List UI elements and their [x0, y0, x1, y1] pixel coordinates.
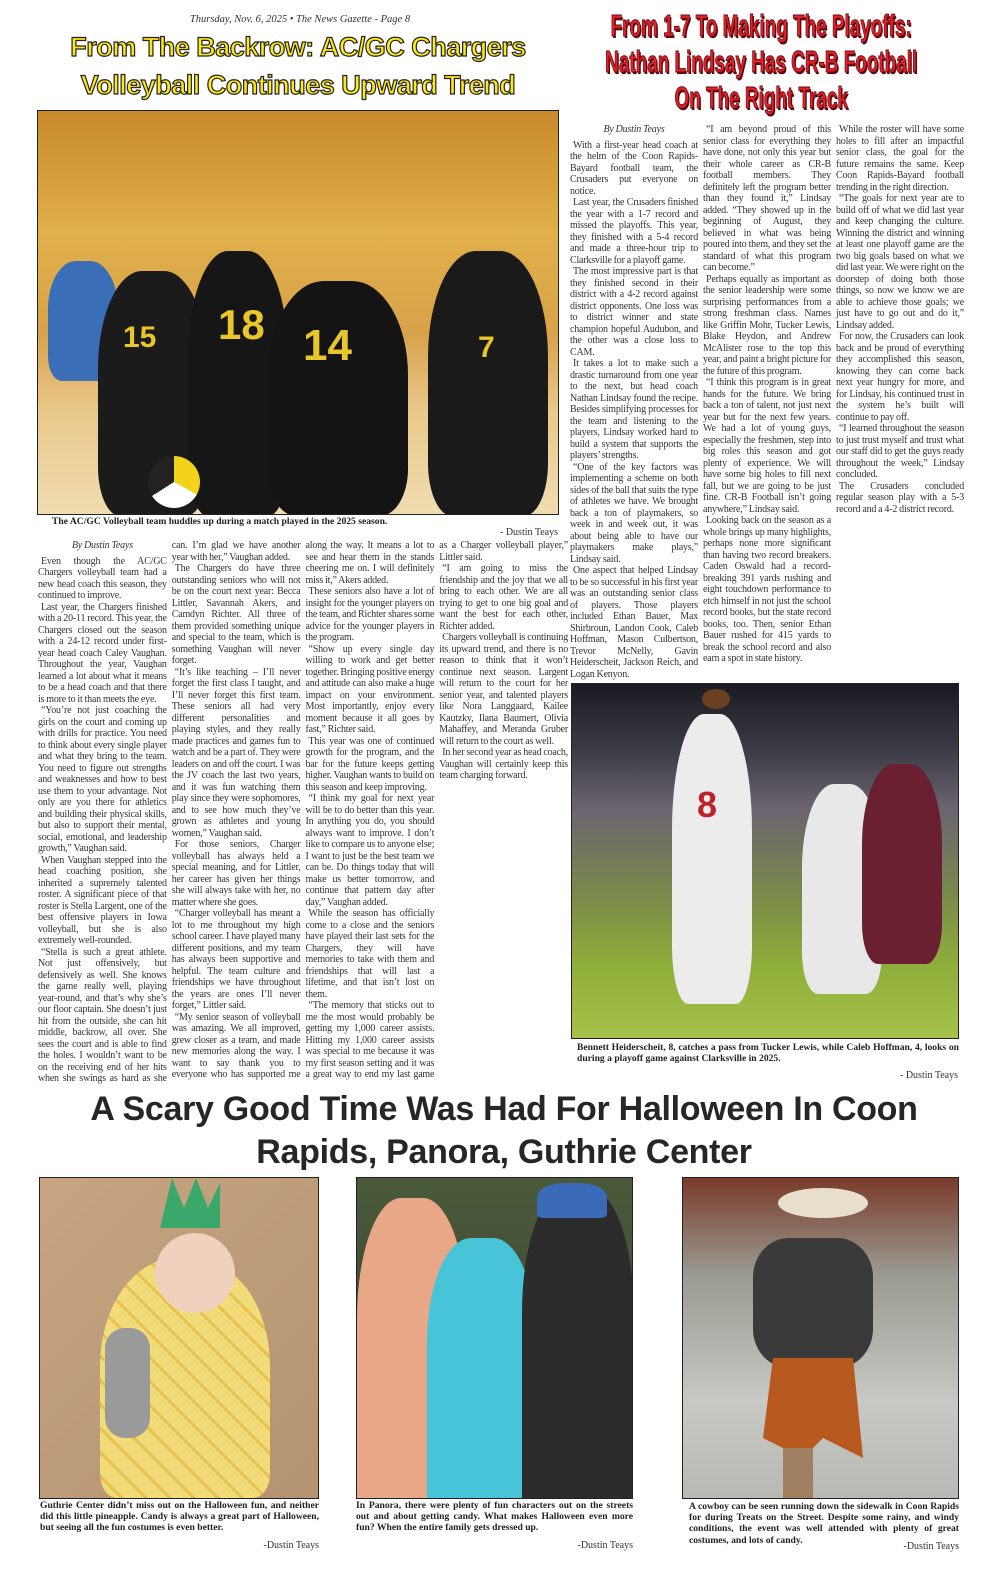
article-paragraph: “You’re not just coaching the girls on the court and coming up with drills for practice. You need to think about every single player and what they bring to the team. You need to figure out strengths and weaknesses and how to best use them to your advantage. Not only are you there for athletics and building their physical skills, but also to support their mental, social, emotional, and leadership growth,” Vaughan said.: [38, 705, 167, 854]
article-paragraph: “One of the key factors was implementing a scheme on both sides of the ball that suits the type of athletes we have. We brought back a ton of playmakers, so week in and week out, it was about being able to have our playmakers make plays,” Lindsay said.: [570, 461, 698, 565]
headline-line: On The Right Track: [674, 80, 848, 115]
article-paragraph: “I am going to miss the friendship and the joy that we all bring to each other. We are all trying to get to one big goal and want the best for each other, Richter added.: [439, 563, 568, 632]
jersey-number: 18: [218, 301, 265, 348]
football-headline: [566, 8, 966, 120]
article-paragraph: Looking back on the season as a whole brings up many highlights, perhaps none more significant than having two record breakers. Caden Oswald had a record-breaking 391 yards rushing and eight touchdown performance to etch himself in not just the school record books, but the state record books, too. Then, senior Ethan Bauer rushed for 415 yards to break the school record and also earn a spot in state history.: [703, 515, 831, 664]
article-paragraph: For those seniors, Charger volleyball has always held a special meaning, and for Littler, her career has given her things she will always take with her, no matter where she goes.: [171, 839, 301, 908]
football-photo: [571, 683, 959, 1039]
player-figure: [268, 281, 408, 515]
article-paragraph: These seniors also have a lot of insight for the younger players on the team, and Richter shares some advice for the younger players in the program.: [305, 586, 435, 643]
football-photo-caption: Bennett Heiderscheit, 8, catches a pass from Tucker Lewis, while Caleb Hoffman, 4, looks on during a playoff game against Clarksville in 2025.: [577, 1042, 959, 1065]
person-figure: [522, 1188, 633, 1499]
headline-line: Nathan Lindsay Has CR-B Football: [605, 44, 918, 79]
article-paragraph: “The goals for next year are to build off of what we did last year and keep changing the culture. Winning the district and winning at least one playoff game are the two big goals based on what we did last year. We were right on the doorstep of doing both those things, so now we know we are able to achieve those goals; we just have to go out and do it,” Lindsay added.: [836, 193, 964, 331]
article-paragraph: For now, the Crusaders can look back and be proud of everything they accomplished this season, knowing they can come back next year hungry for more, and for Lindsay, his continued trust in the system he’s built will continue to pay off.: [836, 331, 964, 423]
article-paragraph: While the roster will have some holes to fill after an impactful senior class, the goal for the future remains the same. Keep Coon Rapids-Bayard football trending in the right direction.: [836, 124, 964, 193]
pineapple-leaves: [160, 1178, 220, 1228]
article-paragraph: “Stella is such a great athlete. Not just offensively, but defensively as well. She knows the game really well, playing year-round, and that’s why she’s our floor captain. She doesn’t just hit from the outside, she can hit middle, backrow, all over. She sees the court and is able to find the holes. I wouldn’t want to be on the receiving end of her hits when she swings as hard as she can. I’m glad we have another year with her,” Vaughan added.: [38, 540, 301, 1084]
volleyball-icon: [148, 456, 200, 508]
byline: By Dustin Teays: [71, 540, 133, 551]
headline-line: Volleyball Continues Upward Trend: [80, 70, 516, 100]
football-article: [570, 124, 964, 680]
photo-caption: Guthrie Center didn’t miss out on the Halloween fun, and neither did this little pineapple. Candy is always a great part of Halloween, but seeing all the fun costumes is even better.: [40, 1500, 319, 1534]
costume-sleeve: [105, 1328, 150, 1438]
article-paragraph: The most impressive part is that they finished second in their district with a 4-2 record against district opponents. One loss was to district winner and state champion hopeful Audubon, and the other was a close loss to CAM.: [570, 266, 698, 358]
pineapple-costume-photo: [39, 1177, 319, 1499]
article-paragraph: “It’s like teaching – I’ll never forget the first class I taught, and I’ll never forget this first team. These seniors all had very different personalities and playing styles, and they really made practices and games fun to watch and be a part of. They were leaders on and off the court. I was the JV coach the last two years, and it was fun watching them play since they were sophomores, and to see how much they’ve grown as athletes and young women,” Vaughan said.: [171, 666, 301, 839]
chaps: [763, 1358, 863, 1458]
article-paragraph: This year was one of continued growth for the program, and the bar for the future keeps getting higher. Vaughan wants to build on this season and keep improving.: [305, 735, 435, 793]
article-paragraph: Last year, the Chargers finished with a 20-11 record. This year, the Chargers closed out the season with a 24-12 record under first-year head coach Caley Vaughan. Throughout the year, Vaughan learned a lot about what it means to be a head coach and that there is more to it than meets the eye.: [38, 601, 167, 705]
jersey-number: 15: [123, 321, 157, 354]
article-paragraph: “I think my goal for next year will be to do better than this year. In anything you do, you should always want to improve. I don’t like to compare us to anyone else; I want to just be the best team we can be. Do things today that will make us better tomorrow, and continue that pattern day after day,” Vaughan added.: [305, 793, 435, 908]
article-paragraph: Chargers volleyball is continuing its upward trend, and there is no reason to think that it won’t continue next season. Largent will return to the court for her senior year, and talented players like Nora Langgaard, Kailee Kautzky, Ilana Baumert, Olivia Mahaffey, and Meranda Gruber will return to the court as well.: [439, 632, 568, 747]
family-costumes-photo: [356, 1177, 633, 1499]
article-paragraph: Perhaps equally as important as the senior leadership were some surprising performances from a strong freshman class. Names like Griffin Mohr, Tucker Lewis, Blake Heydon, and Andrew McAlister rose to the top this year, and paint a bright picture for the future of this program.: [703, 273, 831, 377]
article-paragraph: With a first-year head coach at the helm of the Coon Rapids-Bayard football team, the Crusaders put everyone on notice.: [570, 139, 698, 197]
byline: By Dustin Teays: [603, 124, 665, 135]
cowboy-costume-photo: [682, 1177, 959, 1499]
headline-line: A Scary Good Time Was Had For Halloween In Coon: [90, 1090, 918, 1128]
baby-face: [155, 1233, 235, 1313]
article-paragraph: “I am beyond proud of this senior class for everything they have done, not only this year but their whole career as CR-B football members. They definitely left the program better than they found it,” Lindsay added. “They showed up in the beginning of August, they believed in what was being poured into them, and they set the standard of what this program can become.”: [703, 124, 831, 273]
jersey-number: 14: [303, 321, 352, 370]
photo-credit: -Dustin Teays: [577, 1540, 633, 1551]
photo-credit: -Dustin Teays: [263, 1540, 319, 1551]
headline-line: From The Backrow: AC/GC Chargers: [70, 32, 526, 62]
football-icon: [702, 689, 730, 709]
article-body: [38, 540, 568, 1086]
article-paragraph: “My senior season of volleyball was amazing. We all improved, grew closer as a team, and made new memories along the way. I want to say thank you to everyone who has supported me along the way. It means a lot to see and hear them in the stands cheering me on. I will definitely miss it,” Akers added.: [171, 540, 435, 1080]
headline-line: Rapids, Panora, Guthrie Center: [256, 1133, 752, 1171]
person-figure: [427, 1238, 537, 1499]
article-body: [570, 124, 964, 680]
article-paragraph: The Crusaders concluded regular season play with a 5-3 record and a 4-2 district record.: [836, 480, 964, 515]
article-paragraph: “Show up every single day willing to work and get better together. Bringing positive energy and attitude can also make a huge impact on your environment. Most importantly, enjoy every moment because it all goes by fast,” Richter said.: [305, 643, 435, 735]
photo-credit: -Dustin Teays: [903, 1541, 959, 1552]
football-photo-credit: - Dustin Teays: [900, 1070, 958, 1081]
article-paragraph: In her second year as head coach, Vaughan will certainly keep this team charging forward.: [439, 747, 568, 781]
volleyball-team-photo: [37, 110, 559, 515]
article-paragraph: “Charger volleyball has meant a lot to me throughout my high school career. I have played many different positions, and my team has always been supportive and helpful. The team culture and friendships we have throughout the years are ones I’ll never forget,” Littler said.: [171, 908, 301, 1011]
photo-caption: A cowboy can be seen running down the sidewalk in Coon Rapids for during Treats on the Street. Despite some rainy, and windy conditions, the event was well attended with plenty of great costumes, and lots of candy.: [689, 1501, 959, 1546]
article-paragraph: Even though the AC/GC Chargers volleyball team had a new head coach this season, they continued to improve.: [38, 555, 167, 601]
boot: [783, 1448, 813, 1498]
volleyball-photo-caption: The AC/GC Volleyball team huddles up during a match played in the 2025 season.: [52, 516, 388, 527]
player-figure: [862, 764, 942, 964]
article-paragraph: The Chargers do have three outstanding seniors who will not be on the court next year: Becca Littler, Savannah Akers, and Camdyn Richter. All three of them provided something unique and special to the team, which is something Vaughan will never forget.: [171, 563, 301, 666]
article-paragraph: One aspect that helped Lindsay to be so successful in his first year was an outstanding senior class of players. Those players included Ethan Bauer, Max Shirbroun, Landon Cook, Caleb Hoffman, Mason Culbertson, Trevor McNelly, Gavin Heiderscheit, Jackson Reich, and Logan Kenyon.: [570, 565, 698, 680]
halloween-headline: [20, 1088, 988, 1174]
article-paragraph: While the season has officially come to a close and the seniors have played their last sets for the Chargers, they will have memories to take with them and friendships that will last a lifetime, and that isn’t lost on them.: [305, 908, 435, 1000]
player-figure: [428, 251, 548, 515]
jersey-number: 8: [697, 784, 718, 825]
headline-line: From 1-7 To Making The Playoffs:: [610, 8, 912, 43]
article-paragraph: It takes a lot to make such a drastic turnaround from one year to the next, but head coach Nathan Lindsay found the recipe. Besides simplifying processes for the team and listening to the players, Lindsay worked hard to build a system that supports the players’ strengths.: [570, 358, 698, 461]
dateline: Thursday, Nov. 6, 2025 • The News Gazette - Page 8: [189, 14, 411, 25]
player-figure: [672, 714, 752, 1004]
volleyball-article: [38, 540, 568, 1086]
article-paragraph: “I think this program is in great hands for the future. We bring back a ton of talent, not just next year but for the next few years. We had a lot of young guys, especially the freshmen, step into big roles this season and got plenty of experience. We will have some big holes to fill next fall, but we are going to be just fine. CR-B Football isn’t going anywhere,” Lindsay said.: [703, 377, 831, 515]
cap-icon: [537, 1183, 607, 1218]
child-figure: [753, 1238, 873, 1368]
article-paragraph: “The memory that sticks out to me the most would probably be getting my 1,000 career assists. Hitting my 1,000 career assists was special to me because it was my first season setting and it was a great way to end my last game as a Charger volleyball player,” Littler said.: [305, 540, 568, 1080]
article-paragraph: Last year, the Crusaders finished the year with a 1-7 record and missed the playoffs. This year, they finished with a 5-4 record and made a three-hour trip to Clarksville for a playoff game.: [570, 197, 698, 266]
volleyball-photo-credit: - Dustin Teays: [500, 527, 558, 538]
cowboy-hat-icon: [778, 1188, 868, 1218]
photo-caption: In Panora, there were plenty of fun characters out on the streets out and about getting candy. What makes Halloween even more fun? When the entire family gets dressed up.: [356, 1500, 633, 1534]
article-paragraph: “I learned throughout the season to just trust myself and trust what our staff did to get the guys ready throughout the week,” Lindsay concluded.: [836, 423, 964, 480]
volleyball-headline: [30, 28, 566, 104]
jersey-number: 7: [478, 331, 495, 364]
article-paragraph: When Vaughan stepped into the head coaching position, she inherited a supremely talented roster. A significant piece of that roster is Stella Largent, one of the best offensive players in Iowa volleyball, but she is also extremely well-rounded.: [38, 854, 167, 946]
